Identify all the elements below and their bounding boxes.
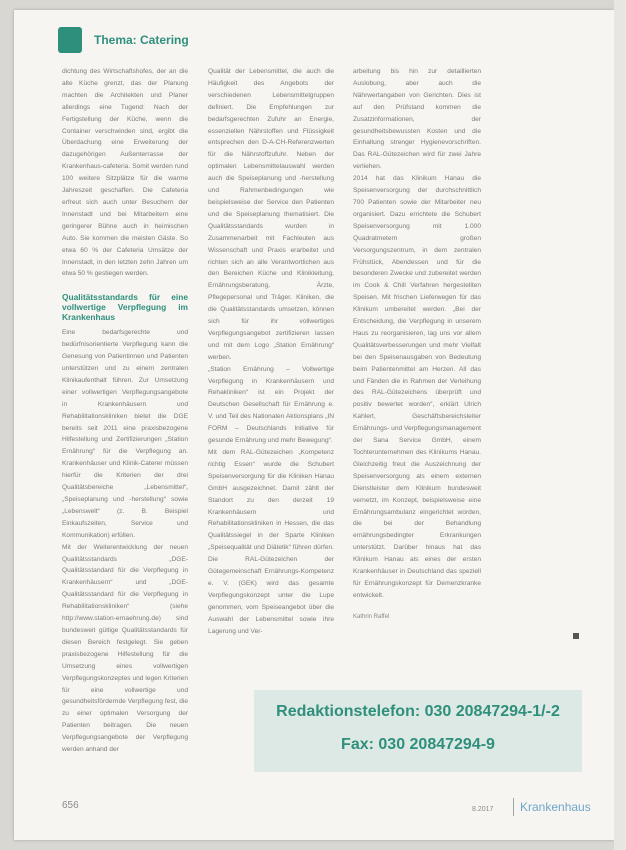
section-tab-marker [58,27,82,53]
paragraph: Eine bedarfsgerechte und bedürfnisorientierte Verpflegung kann die Genesung von Patientinnen und Patienten unterstützen und zu einem zentralen Klinikaufenthalt führen. Zur Umsetzung einer vollwertigen Verpflegungsangebote in Krankenhäusern und Rehabilitationskliniken bietet die DGE bereits seit 2011 eine praxisbezogene Hilfestellung und Zertifizierungen „Station Ernährung“ für die Verpflegung an. Krankenhäuser und Klinik-Caterer müssen hierfür die Kriterien der drei Qualitätsbereiche „Lebensmittel“, „Speiseplanung und -herstellung“ sowie „Lebenswelt“ (z. B. Beispiel Einkaufszeiten, Service und Kommunikation) erfüllen. [62,329,188,539]
editorial-fax: Fax: 030 20847294-9 [341,736,495,753]
paragraph: Mit dem RAL-Gütezeichen „Kompetenz richtig Essen“ wurde die Schubert Speisenversorgung für die Kliniken Hanau GmbH ausgezeichnet. Damit zählt der Standort zu den derzeit 19 Krankenhäusern und Rehabilitationskliniken in Hessen, die das Qualitätssiegel in der Sparte Kliniken „Speisequalität und Diätetik“ führen dürfen. Die RAL-Gütezeichen der Gütegemeinschaft Ernährungs-Kompetenz e. V. (GEK) wird das gesamte Verpflegungskonzept unter die Lupe genommen, vom Speiseangebot über die Auswahl der Lebensmittel sowie ihre Lagerung und Ver- [208,449,334,635]
text-column-2 [208,66,334,638]
next-page-edge [614,0,626,850]
paragraph: dichtung des Wirtschaftshofes, der an die alte Küche grenzt, das der Planung machten die Architekten und Planer allerdings eine Tugend: Nach der Fertigstellung der Küche, wenn die Container verschwinden sind, ergibt die Überdachung eine Erweiterung der dazugehörigen Außenterrasse der Krankenhaus-cafeteria. Somit werden rund 100 weitere Sitzplätze für die warme Jahreszeit geschaffen. Die Cafeteria erfreut sich auch unter Besuchern der Innenstadt und bei Mitarbeitern eine geringerer Bühne auch in heimischen Auto. Sie kommen die meisten Gäste. So etwa 60 % der Cafeteria Umsätze der Innenstadt, in den letzten zehn Jahren um etwa 50 % gestiegen werden. [62,68,188,278]
issue-date: 8.2017 [472,806,494,813]
paragraph: 2014 hat das Klinikum Hanau die Speisenversorgung der durchschnittlich 700 Patienten sowie der Mitarbeiter neu organisiert. Dazu errichtete die Schubert Speisenversorgung mit 1.000 Quadratmetern großen Versorgungszentrum, in dem zentralen Frühstück, Abendessen und für die besonderen Zwecke und zubereitet werden im Cook & Chill Verfahren hergestellten Speisen. Mit frischen Lieferwegen für das Klinikum umbereitet werden. „Bei der Entscheidung, die Verpflegung in unserem Haus zu reorganisieren, lag uns vor allem Qualitätsverbesserungen und mehr Vielfalt bei den Speisenausgaben von Bedeutung beim Patientenmittel am Herzen. All das und Fänden die in Rahmen der Verleihung des RAL-Gütezeichens überprüft und positiv bewertet worden“, erklärt Ulrich Kahlert, Geschäftsbereichsleiter Ernährungs- und Verpflegungsmanagement der Sana Service GmbH, einem Tochterunternehmen des Klinikums Hanau. Gleichzeitig freut die Auszeichnung der Speisenversorgung als einem externen Dienstleister dem Klinikum bundesweit vernetzt, im Konzept, beispielsweise eine Ernährungsambulanz eingerichtet worden, die bei der Behandlung ernährungsbedingter Erkrankungen unterstützt. Darüber hinaus hat das Klinikum Hanau als eines der ersten Krankenhäuser in Deutschland das speziell für Ernährungskonzept für Demenzkranke entwickelt. [353,175,481,599]
paragraph: arbeitung bis hin zur detaillierten Auslobung, aber auch die Nährwertangaben von Gerichten. Dies ist auf den Prüfstand kommen die Zusatzinformationen, der gesundheitsbewussten Kosten und die Einhaltung strenger Hygienevorschriften. Das RAL-Gütezeichen wird für zwei Jahre verliehen. [353,68,481,171]
text-column-1 [62,66,188,756]
paragraph: „Station Ernährung – Vollwertige Verpflegung in Krankenhäusern und Rehakliniken“ ist ein Projekt der Deutschen Gesellschaft für Ernährung e. V. und Teil des Nationalen Aktionsplans „IN FORM – Deutschlands Initiative für gesunde Ernährung und mehr Bewegung“. [208,365,334,445]
section-title: Thema: Catering [94,33,189,47]
paragraph: Mit der Weiterentwicklung der neuen Qualitätsstandards „DGE-Qualitätsstandard für die Verpflegung in Krankenhäusern“ und „DGE-Qualitätsstandard für die Verpflegung in Rehabilitationskliniken“ (siehe http://www.station-ernaehrung.de) sind bundesweit gültige Qualitätsstandards für diesen Bereich festgelegt. Sie geben praxisbezogene Hilfestellung für die Umsetzung eines vollwertigen Verpflegungskonzeptes und legen Kriterien für eine vollwertige und gesundheitsfördernde Verpflegung fest, die zu einer optimalen Versorgung der Patienten beitragen. Die neuen Verpflegungsangebote der Verpflegung werden anhand der [62,543,188,754]
paragraph: Qualität der Lebensmittel, die auch die Häufigkeit des Angebots der verschiedenen Lebensmittelgruppen definiert. Die Empfehlungen zur bedarfsgerechten Zufuhr an Energie, essenziellen Nährstoffen und Flüssigkeit entsprechen den D-A-CH-Referenzwerten für die Nährstoffzufuhr. Neben der optimalen Lebensmittelauswahl werden auch die Speiseplanung und -herstellung und Rahmenbedingungen wie beispielsweise der Service den Patienten und die Speiseplanung thematisiert. Die Qualitätsstandards wurden in Zusammenarbeit mit Fachleuten aus Wissenschaft und Praxis erarbeitet und richten sich an alle Verantwortlichen aus den Bereichen Küche und Klinikleitung, Ernährungsberatung, Ärzte, Pflegepersonal und Träger. Kliniken, die die Qualitätsstandards umsetzen, können sich für ihr vollwertiges Verpflegungsangebot zertifizieren lassen und mit dem Logo „Station Ernährung“ werben. [208,68,334,361]
magazine-logo: Krankenhaus [520,800,591,814]
section-header [58,25,189,55]
editorial-phone: Redaktionstelefon: 030 20847294-1/-2 [276,703,560,720]
subheading: Qualitätsstandards für eine vollwertige Verpflegung im Krankenhaus [62,292,188,323]
page-number: 656 [62,800,79,811]
footer-divider [513,798,514,816]
author-name: Kathrin Raffel [353,613,390,620]
text-column-3 [353,66,481,624]
article-end-marker [573,633,579,639]
contact-box [254,690,582,772]
